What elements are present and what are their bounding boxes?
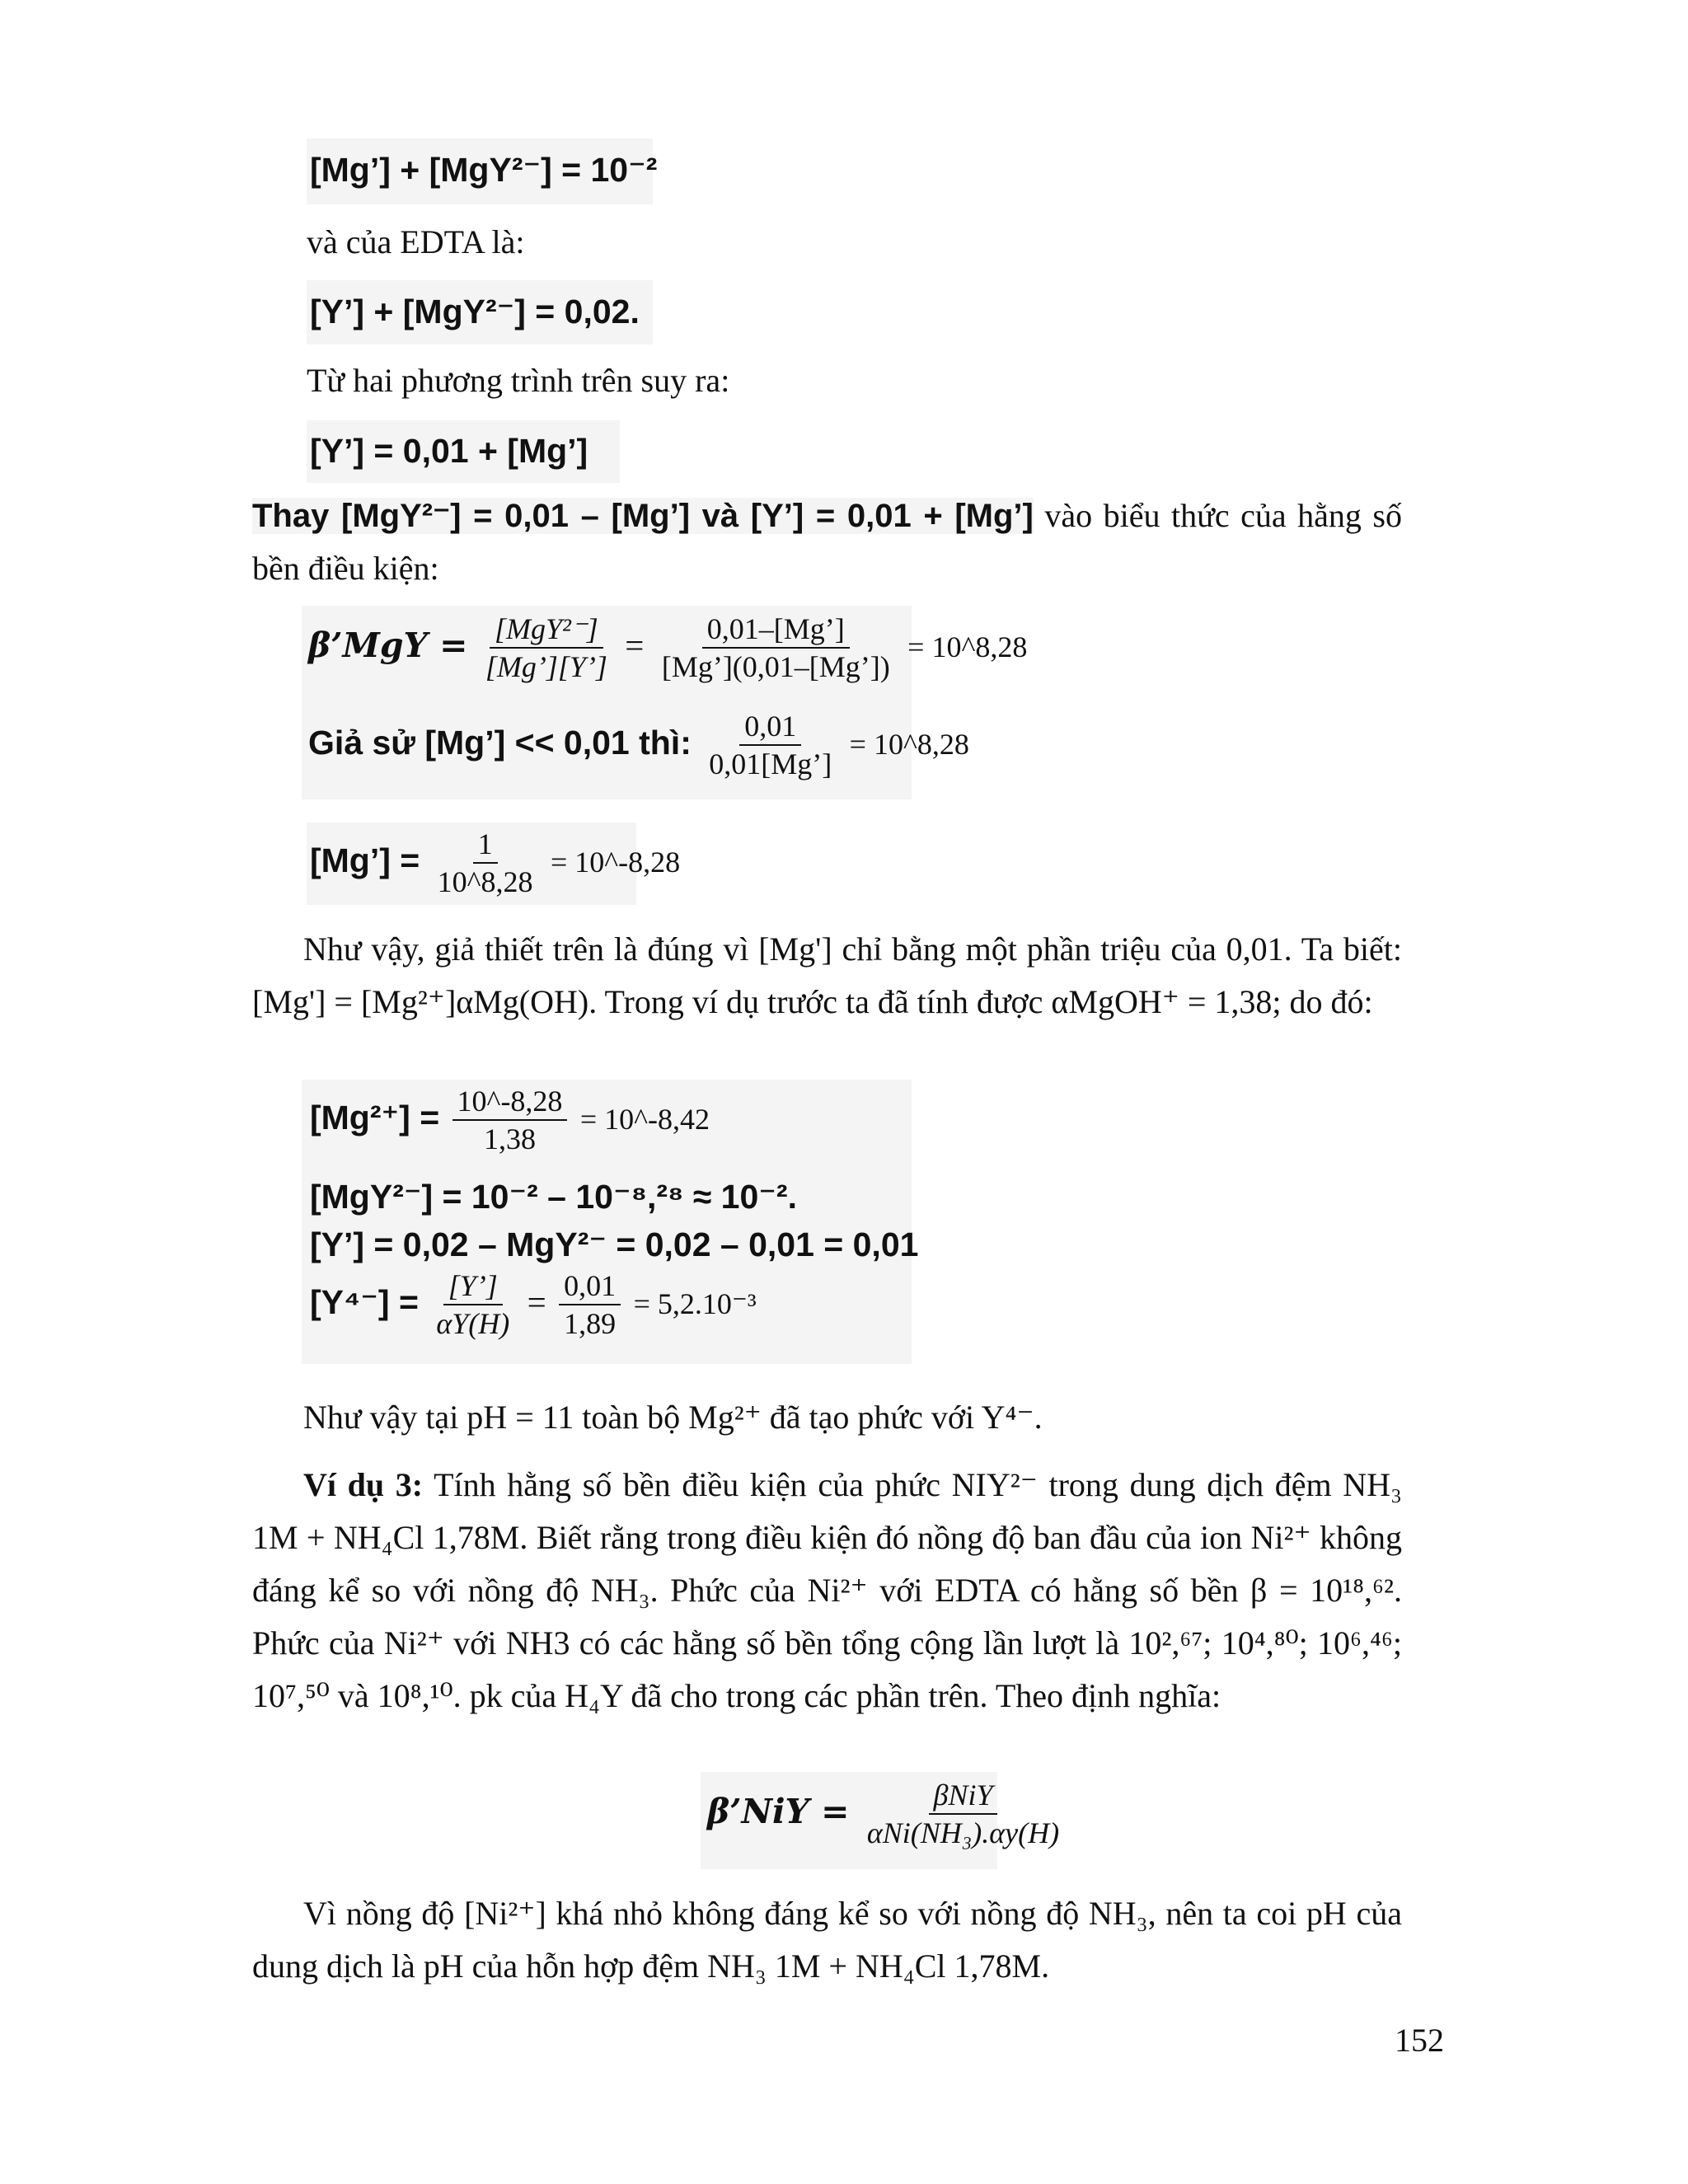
paragraph-assumption-check: Như vậy, giả thiết trên là đúng vì [Mg'] chỉ bằng một phần triệu của 0,01. Ta biết: [Mg'] = [Mg²⁺]αMg(OH). Trong ví dụ trước ta đã tính được αMgOH⁺ = 1,38; do đó: bbox=[252, 930, 1402, 1020]
fraction-niy bbox=[862, 1777, 1064, 1851]
mg-lhs: [Mg’] = bbox=[310, 841, 420, 879]
equation-y-value: [Y’] = 0,01 + [Mg’] bbox=[310, 432, 588, 470]
equation-image-beta-niy bbox=[701, 1772, 1060, 1869]
text-from-two-equations: Từ hai phương trình trên suy ra: bbox=[307, 362, 730, 399]
mg-den: 10^8,28 bbox=[437, 865, 533, 898]
mg2-num: 10^-8,28 bbox=[452, 1083, 568, 1121]
fraction-mg bbox=[433, 826, 538, 900]
y4-num-1: [Y’] bbox=[443, 1268, 503, 1305]
mg2-den: 1,38 bbox=[483, 1122, 536, 1155]
suppose-den: 0,01[Mg’] bbox=[709, 748, 832, 780]
text-edta-intro: và của EDTA là: bbox=[307, 223, 525, 260]
mg-num: 1 bbox=[473, 826, 498, 864]
beta-den-1: [Mg’][Y’] bbox=[485, 650, 607, 683]
equation-image-y-balance bbox=[307, 280, 653, 344]
equation-image-mg-value bbox=[307, 823, 681, 905]
equation-suppose bbox=[308, 708, 969, 782]
equation-mg-value bbox=[310, 826, 680, 900]
niy-num: βNiY bbox=[929, 1777, 998, 1815]
beta-rhs: = 10^8,28 bbox=[907, 630, 1028, 663]
equation-image-mg-balance bbox=[307, 138, 658, 204]
beta-den-2: [Mg’](0,01–[Mg’]) bbox=[661, 650, 890, 683]
y4-den-1: αY(H) bbox=[436, 1307, 510, 1340]
beta-num-1: [MgY²⁻] bbox=[490, 611, 603, 649]
equation-mg-balance: [Mg’] + [MgY²⁻] = 10⁻² bbox=[310, 151, 658, 189]
equation-y-balance: [Y’] + [MgY²⁻] = 0,02. bbox=[310, 293, 640, 330]
suppose-rhs: = 10^8,28 bbox=[849, 727, 969, 761]
example-3-label: Ví dụ 3: bbox=[303, 1466, 424, 1503]
mg2-lhs: [Mg²⁺] = bbox=[310, 1098, 440, 1137]
fraction-suppose bbox=[704, 708, 837, 782]
beta-num-2: 0,01–[Mg’] bbox=[702, 611, 850, 649]
substitution-text: vào biểu thức của hằng số bền điều kiện: bbox=[252, 497, 1402, 587]
beta-lhs: β’MgY = bbox=[308, 625, 468, 665]
fraction-y4-2 bbox=[559, 1268, 621, 1342]
mg-rhs: = 10^-8,28 bbox=[550, 845, 681, 879]
equation-mgy: [MgY²⁻] = 10⁻² – 10⁻⁸,²⁸ ≈ 10⁻². bbox=[310, 1178, 797, 1216]
equation-mg2 bbox=[310, 1083, 710, 1157]
equation-beta-mgy: β’MgY = $\frac{\text{[MgY²⁻]}}{[Mg’][Y’]}$ = $\frac{0,01-[Mg’]}{[Mg’](0,01-[Mg’])}$ = 10^8,28 bbox=[308, 612, 1028, 683]
niy-den: αNi(NH₃).αy(H) bbox=[866, 1816, 1060, 1849]
fraction-y4-1 bbox=[431, 1268, 514, 1342]
suppose-num: 0,01 bbox=[739, 708, 801, 746]
y4-lhs: [Y⁴⁻] = bbox=[310, 1282, 419, 1321]
paragraph-ph-buffer: Vì nồng độ [Ni²⁺] khá nhỏ không đáng kể so với nồng độ NH₃, nên ta coi pH của dung dịch là pH của hỗn hợp đệm NH₃ 1M + NH₄Cl 1,78M. bbox=[252, 1895, 1402, 1985]
fraction-mg2 bbox=[452, 1083, 568, 1157]
paragraph-conclusion-ph11: Như vậy tại pH = 11 toàn bộ Mg²⁺ đã tạo phức với Y⁴⁻. bbox=[303, 1399, 1043, 1436]
paragraph-substitution bbox=[252, 490, 1402, 595]
substitution-equations: Thay [MgY²⁻] = 0,01 – [Mg’] và [Y’] = 0,01 + [Mg’] bbox=[252, 498, 1034, 534]
equation-image-calculations bbox=[302, 1080, 919, 1364]
example-3-text: Tính hằng số bền điều kiện của phức NIY²⁻ trong dung dịch đệm NH₃ 1M + NH₄Cl 1,78M. Biết rằng trong điều kiện đó nồng độ ban đầu của ion Ni²⁺ không đáng kể so với nồng độ NH₃. Phức của Ni²⁺ với EDTA có hằng số bền β = 10¹⁸,⁶². Phức của Ni²⁺ với NH3 có các hằng số bền tổng cộng lần lượt là 10²,⁶⁷; 10⁴,⁸⁰; 10⁶,⁴⁶; 10⁷,⁵⁰ và 10⁸,¹⁰. pk của H₄Y đã cho trong các phần trên. Theo định nghĩa: bbox=[252, 1466, 1403, 1714]
equation-y4: [Y⁴⁻] = $\frac{[Y’]}{\alpha Y(H)}$ = $\frac{0,01}{1,89}$ = 5,2.10⁻³ bbox=[310, 1269, 757, 1340]
paragraph-example-3 bbox=[252, 1459, 1402, 1722]
y4-num-2: 0,01 bbox=[559, 1268, 621, 1305]
equation-beta-niy bbox=[707, 1777, 1067, 1851]
mg2-rhs: = 10^-8,42 bbox=[579, 1102, 710, 1136]
y4-den-2: 1,89 bbox=[564, 1307, 617, 1340]
equation-image-beta-mgy bbox=[302, 606, 1028, 799]
y4-rhs: = 5,2.10⁻³ bbox=[633, 1286, 757, 1320]
suppose-label: Giả sử [Mg’] << 0,01 thì: bbox=[308, 723, 692, 762]
fraction-beta-2 bbox=[657, 611, 895, 685]
equation-y: [Y’] = 0,02 – MgY²⁻ = 0,02 – 0,01 = 0,01 bbox=[310, 1226, 919, 1263]
niy-lhs: β’NiY = bbox=[707, 1791, 850, 1831]
page-number: 152 bbox=[1395, 2022, 1444, 2059]
fraction-beta-1 bbox=[481, 611, 612, 685]
equation-image-y-value bbox=[307, 420, 620, 483]
